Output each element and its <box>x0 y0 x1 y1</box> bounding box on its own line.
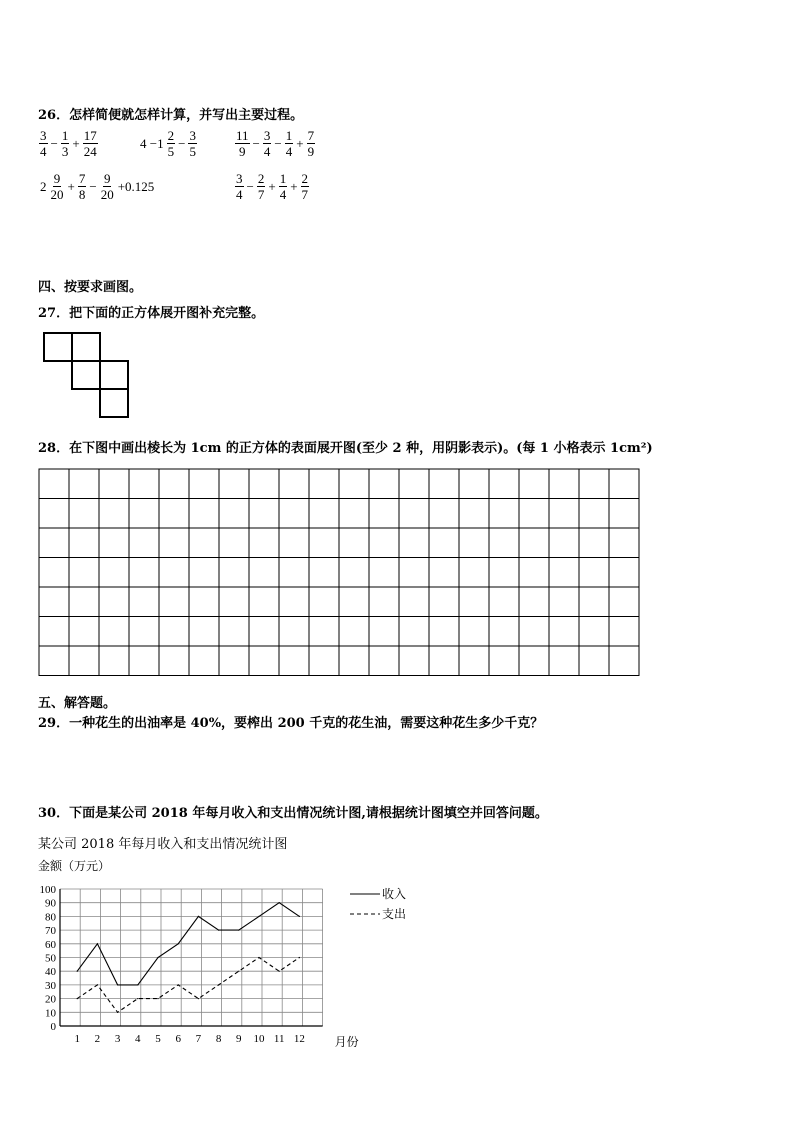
grid-cell[interactable] <box>159 646 189 676</box>
y-tick-label: 10 <box>45 1007 56 1020</box>
income-point <box>279 902 280 903</box>
grid-cell[interactable] <box>429 617 459 647</box>
question-28-text: 28．在下图中画出棱长为 1cm 的正方体的表面展开图(至少 2 种，用阴影表示)。(每 1 小格表示 1cm²) <box>38 441 653 456</box>
fraction <box>257 171 266 202</box>
legend-label: 支出 <box>382 907 407 921</box>
grid-cell[interactable] <box>39 587 69 617</box>
fraction-numerator: 3 <box>263 128 271 143</box>
chart-title: 某公司 2018 年每月收入和支出情况统计图 <box>38 837 288 852</box>
grid-cell[interactable] <box>279 558 309 588</box>
grid-cell[interactable] <box>459 469 489 499</box>
fraction-denominator: 4 <box>40 144 47 159</box>
fraction <box>50 171 65 202</box>
grid-cell[interactable] <box>249 617 279 647</box>
grid-cell[interactable] <box>339 558 369 588</box>
grid-cell[interactable] <box>459 528 489 558</box>
net-square <box>44 333 72 361</box>
expense-point <box>279 971 280 972</box>
fraction-numerator: 9 <box>53 171 61 186</box>
fraction-denominator: 7 <box>257 187 265 202</box>
grid-cell[interactable] <box>159 617 189 647</box>
grid-cell[interactable] <box>99 528 129 558</box>
grid-cell[interactable] <box>369 558 399 588</box>
fraction <box>301 171 310 202</box>
expr-operator: + <box>268 178 276 194</box>
grid-cell[interactable] <box>609 499 639 529</box>
grid-cell[interactable] <box>69 558 99 588</box>
grid-cell[interactable] <box>579 499 609 529</box>
expense-point <box>117 1012 118 1013</box>
income-point <box>299 916 300 917</box>
grid-cell[interactable] <box>249 587 279 617</box>
fraction <box>188 128 197 159</box>
y-tick-label: 0 <box>50 1021 56 1033</box>
grid-cell[interactable] <box>549 528 579 558</box>
grid-cell[interactable] <box>159 469 189 499</box>
question-30-text: 30．下面是某公司 2018 年每月收入和支出情况统计图,请根据统计图填空并回答问题。 <box>38 806 548 821</box>
grid-cell[interactable] <box>519 469 549 499</box>
income-point <box>218 930 219 931</box>
fraction <box>285 128 294 159</box>
grid-cell[interactable] <box>399 587 429 617</box>
income-point <box>157 957 158 958</box>
y-tick-label: 40 <box>45 966 56 979</box>
fraction-numerator: 9 <box>103 171 111 186</box>
grid-cell[interactable] <box>579 469 609 499</box>
grid-cell[interactable] <box>369 646 399 676</box>
income-point <box>178 943 179 944</box>
grid-cell[interactable] <box>459 558 489 588</box>
fraction-numerator: 2 <box>167 128 175 143</box>
grid-cell[interactable] <box>459 499 489 529</box>
fraction-numerator: 7 <box>307 128 315 143</box>
grid-cell[interactable] <box>129 469 159 499</box>
question-26-text: 26．怎样简便就怎样计算，并写出主要过程。 <box>38 108 304 123</box>
grid-cell[interactable] <box>129 528 159 558</box>
grid-cell[interactable] <box>279 528 309 558</box>
grid-cell[interactable] <box>489 617 519 647</box>
grid-cell[interactable] <box>429 558 459 588</box>
grid-cell[interactable] <box>489 646 519 676</box>
grid-cell[interactable] <box>399 646 429 676</box>
y-tick-label: 60 <box>45 938 56 951</box>
grid-cell[interactable] <box>339 499 369 529</box>
fraction-denominator: 7 <box>301 187 309 202</box>
fraction-denominator: 20 <box>100 187 114 202</box>
grid-cell[interactable] <box>579 617 609 647</box>
legend-label: 收入 <box>382 887 407 901</box>
grid-cell[interactable] <box>579 528 609 558</box>
section-5-heading: 五、解答题。 <box>38 696 117 711</box>
grid-cell[interactable] <box>159 558 189 588</box>
grid-cell[interactable] <box>489 528 519 558</box>
grid-cell[interactable] <box>39 528 69 558</box>
grid-cell[interactable] <box>369 617 399 647</box>
fraction-numerator: 3 <box>236 171 243 186</box>
x-tick-label: 10 <box>253 1033 265 1045</box>
grid-cell[interactable] <box>489 499 519 529</box>
expense-point <box>178 984 179 985</box>
question-27-text: 27．把下面的正方体展开图补充完整。 <box>38 306 265 321</box>
grid-cell[interactable] <box>369 587 399 617</box>
grid-cell[interactable] <box>69 499 99 529</box>
grid-cell[interactable] <box>219 528 249 558</box>
grid-cell[interactable] <box>519 528 549 558</box>
grid-cell[interactable] <box>69 587 99 617</box>
x-tick-label: 9 <box>236 1033 242 1045</box>
expense-point <box>97 984 98 985</box>
fraction <box>83 128 98 159</box>
x-axis-label: 月份 <box>334 1035 359 1049</box>
fraction <box>307 128 316 159</box>
grid-cell[interactable] <box>609 646 639 676</box>
fraction-numerator: 3 <box>189 128 196 143</box>
grid-cell[interactable] <box>309 528 339 558</box>
grid-cell[interactable] <box>249 528 279 558</box>
fraction <box>235 128 250 159</box>
expense-point <box>137 998 138 999</box>
question-29-text: 29．一种花生的出油率是 40%，要榨出 200 千克的花生油，需要这种花生多少千克？ <box>38 716 544 731</box>
grid-cell[interactable] <box>159 587 189 617</box>
grid-cell[interactable] <box>369 469 399 499</box>
grid-cell[interactable] <box>519 587 549 617</box>
grid-cell[interactable] <box>579 587 609 617</box>
fraction-numerator: 1 <box>61 128 69 143</box>
grid-cell[interactable] <box>279 499 309 529</box>
grid-cell[interactable] <box>339 587 369 617</box>
grid-cell[interactable] <box>459 587 489 617</box>
grid-cell[interactable] <box>369 528 399 558</box>
grid-cell[interactable] <box>489 558 519 588</box>
net-square <box>72 361 100 389</box>
net-square <box>100 361 128 389</box>
grid-cell[interactable] <box>219 587 249 617</box>
grid-cell[interactable] <box>99 558 129 588</box>
income-point <box>77 971 78 972</box>
grid-cell[interactable] <box>189 646 219 676</box>
grid-cell[interactable] <box>549 558 579 588</box>
expense-point <box>238 971 239 972</box>
expr-operator: 4 −1 <box>140 135 164 151</box>
expr-operator: − <box>252 135 260 151</box>
x-tick-label: 12 <box>293 1033 305 1045</box>
fraction-denominator: 24 <box>83 144 97 159</box>
income-point <box>258 916 259 917</box>
grid-cell[interactable] <box>459 617 489 647</box>
grid-cell[interactable] <box>69 469 99 499</box>
grid-cell[interactable] <box>189 587 219 617</box>
grid-cell[interactable] <box>39 617 69 647</box>
cube-net-figure <box>40 330 135 425</box>
grid-cell[interactable] <box>99 587 129 617</box>
section-4-heading: 四、按要求画图。 <box>38 280 143 295</box>
grid-cell[interactable] <box>189 558 219 588</box>
grid-cell[interactable] <box>99 469 129 499</box>
grid-cell[interactable] <box>399 469 429 499</box>
x-tick-label: 7 <box>195 1033 202 1045</box>
grid-cell[interactable] <box>39 469 69 499</box>
grid-cell[interactable] <box>579 646 609 676</box>
expression-2 <box>138 128 198 159</box>
grid-cell[interactable] <box>249 499 279 529</box>
grid-cell[interactable] <box>129 617 159 647</box>
expr-operator: + <box>296 135 304 151</box>
fraction-denominator: 5 <box>167 144 175 159</box>
income-point <box>117 984 118 985</box>
fraction-denominator: 9 <box>307 144 315 159</box>
grid-cell[interactable] <box>309 646 339 676</box>
fraction-denominator: 5 <box>189 144 196 159</box>
grid-cell[interactable] <box>99 646 129 676</box>
fraction-numerator: 7 <box>78 171 86 186</box>
grid-cell[interactable] <box>339 528 369 558</box>
drawing-grid[interactable] <box>38 468 640 680</box>
grid-cell[interactable] <box>279 617 309 647</box>
fraction <box>78 171 87 202</box>
fraction <box>235 171 244 202</box>
income-point <box>238 930 239 931</box>
grid-cell[interactable] <box>69 646 99 676</box>
grid-cell[interactable] <box>219 499 249 529</box>
grid-cell[interactable] <box>39 499 69 529</box>
line-chart <box>30 876 430 1056</box>
grid-cell[interactable] <box>549 587 579 617</box>
expense-point <box>157 998 158 999</box>
grid-cell[interactable] <box>429 587 459 617</box>
grid-cell[interactable] <box>399 558 429 588</box>
net-square <box>100 389 128 417</box>
grid-cell[interactable] <box>129 646 159 676</box>
grid-cell[interactable] <box>309 499 339 529</box>
fraction-denominator: 8 <box>78 187 86 202</box>
fraction-denominator: 4 <box>236 187 243 202</box>
grid-cell[interactable] <box>129 558 159 588</box>
grid-cell[interactable] <box>129 499 159 529</box>
grid-cell[interactable] <box>399 617 429 647</box>
y-tick-label: 50 <box>45 952 56 965</box>
y-tick-label: 90 <box>45 897 56 910</box>
grid-cell[interactable] <box>249 558 279 588</box>
fraction-numerator: 11 <box>236 128 249 143</box>
grid-cell[interactable] <box>219 558 249 588</box>
expr-operator: 2 <box>40 178 47 194</box>
expr-operator: − <box>178 135 186 151</box>
grid-cell[interactable] <box>429 528 459 558</box>
y-tick-label: 100 <box>39 884 56 896</box>
grid-cell[interactable] <box>279 646 309 676</box>
fraction-numerator: 1 <box>285 128 293 143</box>
grid-cell[interactable] <box>549 499 579 529</box>
fraction-denominator: 3 <box>61 144 69 159</box>
x-tick-label: 5 <box>155 1033 161 1045</box>
expr-operator: + <box>67 178 75 194</box>
expr-operator: − <box>89 178 97 194</box>
grid-cell[interactable] <box>519 617 549 647</box>
expression-5 <box>234 171 310 202</box>
expr-operator: + <box>290 178 298 194</box>
expression-4 <box>38 171 156 202</box>
grid-cell[interactable] <box>189 499 219 529</box>
expense-point <box>299 957 300 958</box>
grid-cell[interactable] <box>549 617 579 647</box>
grid-cell[interactable] <box>309 587 339 617</box>
expr-operator: − <box>274 135 282 151</box>
expense-point <box>258 957 259 958</box>
grid-cell[interactable] <box>609 469 639 499</box>
y-tick-label: 20 <box>45 993 56 1006</box>
expression-3 <box>234 128 316 159</box>
fraction-numerator: 17 <box>83 128 97 143</box>
expr-operator: + <box>72 135 80 151</box>
expr-operator: +0.125 <box>117 178 155 194</box>
grid-cell[interactable] <box>69 528 99 558</box>
chart-y-label: 金额（万元） <box>38 859 111 873</box>
grid-cell[interactable] <box>69 617 99 647</box>
grid-cell[interactable] <box>159 528 189 558</box>
fraction-numerator: 3 <box>40 128 47 143</box>
grid-cell[interactable] <box>519 646 549 676</box>
expense-point <box>198 998 199 999</box>
x-tick-label: 1 <box>74 1033 80 1045</box>
grid-cell[interactable] <box>609 528 639 558</box>
fraction-numerator: 2 <box>301 171 309 186</box>
fraction <box>279 171 288 202</box>
income-point <box>137 984 138 985</box>
grid-cell[interactable] <box>189 528 219 558</box>
grid-cell[interactable] <box>309 617 339 647</box>
expense-point <box>218 984 219 985</box>
grid-cell[interactable] <box>489 469 519 499</box>
grid-cell[interactable] <box>489 587 519 617</box>
grid-cell[interactable] <box>99 499 129 529</box>
fraction-denominator: 4 <box>285 144 293 159</box>
grid-cell[interactable] <box>429 646 459 676</box>
grid-cell[interactable] <box>579 558 609 588</box>
fraction-denominator: 9 <box>239 144 246 159</box>
expr-operator: − <box>50 135 58 151</box>
grid-cell[interactable] <box>39 558 69 588</box>
grid-cell[interactable] <box>519 558 549 588</box>
y-tick-label: 80 <box>45 911 56 924</box>
net-square <box>72 333 100 361</box>
x-tick-label: 3 <box>114 1033 121 1045</box>
income-point <box>198 916 199 917</box>
x-tick-label: 8 <box>215 1033 222 1045</box>
fraction-denominator: 20 <box>50 187 64 202</box>
fraction-denominator: 4 <box>279 187 287 202</box>
grid-cell[interactable] <box>309 558 339 588</box>
grid-cell[interactable] <box>39 646 69 676</box>
grid-cell[interactable] <box>609 587 639 617</box>
x-tick-label: 6 <box>175 1033 181 1045</box>
x-tick-label: 11 <box>273 1033 285 1045</box>
grid-cell[interactable] <box>219 469 249 499</box>
y-tick-label: 30 <box>45 979 56 992</box>
income-point <box>97 943 98 944</box>
expense-point <box>77 998 78 999</box>
x-tick-label: 4 <box>135 1033 141 1045</box>
grid-cell[interactable] <box>609 617 639 647</box>
grid-cell[interactable] <box>249 646 279 676</box>
grid-cell[interactable] <box>159 499 189 529</box>
grid-cell[interactable] <box>339 469 369 499</box>
grid-cell[interactable] <box>369 499 399 529</box>
expression-1 <box>38 128 99 159</box>
grid-cell[interactable] <box>549 646 579 676</box>
grid-cell[interactable] <box>459 646 489 676</box>
fraction <box>61 128 70 159</box>
grid-cell[interactable] <box>339 617 369 647</box>
fraction <box>39 128 48 159</box>
fraction-numerator: 2 <box>257 171 265 186</box>
grid-cell[interactable] <box>99 617 129 647</box>
grid-cell[interactable] <box>339 646 369 676</box>
fraction <box>263 128 272 159</box>
grid-cell[interactable] <box>129 587 159 617</box>
fraction-numerator: 1 <box>279 171 287 186</box>
grid-cell[interactable] <box>609 558 639 588</box>
expr-operator: − <box>246 178 254 194</box>
y-tick-label: 70 <box>45 925 56 938</box>
grid-cell[interactable] <box>189 617 219 647</box>
grid-cell[interactable] <box>519 499 549 529</box>
grid-cell[interactable] <box>189 469 219 499</box>
grid-cell[interactable] <box>279 587 309 617</box>
grid-cell[interactable] <box>399 528 429 558</box>
fraction <box>100 171 115 202</box>
x-tick-label: 2 <box>94 1033 101 1045</box>
fraction <box>167 128 176 159</box>
grid-cell[interactable] <box>549 469 579 499</box>
grid-cell[interactable] <box>429 469 459 499</box>
grid-cell[interactable] <box>429 499 459 529</box>
grid-cell[interactable] <box>249 469 279 499</box>
grid-cell[interactable] <box>399 499 429 529</box>
grid-cell[interactable] <box>309 469 339 499</box>
grid-cell[interactable] <box>279 469 309 499</box>
grid-cell[interactable] <box>219 646 249 676</box>
grid-cell[interactable] <box>219 617 249 647</box>
fraction-denominator: 4 <box>263 144 271 159</box>
